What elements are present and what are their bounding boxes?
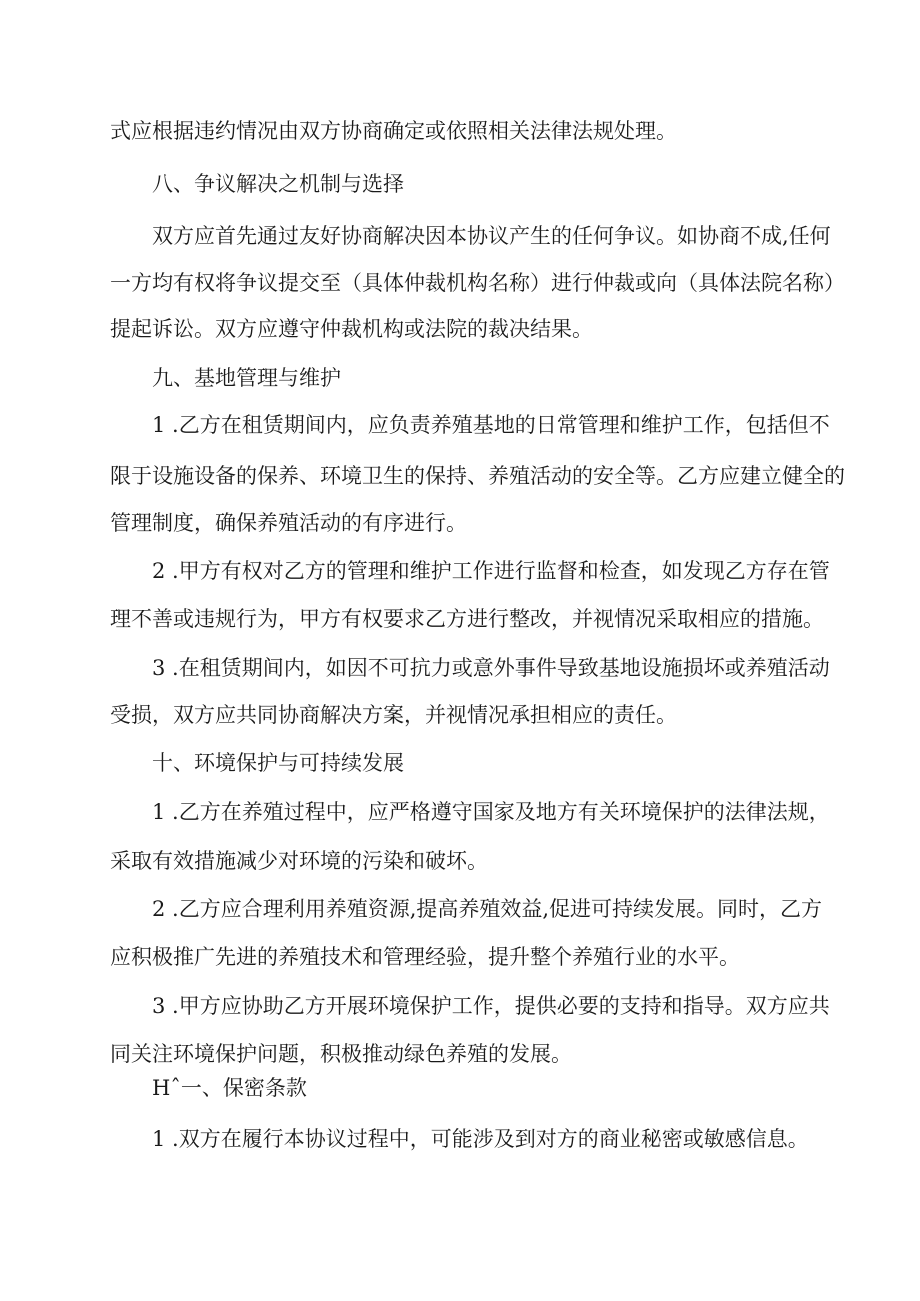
section-heading-11: Hˆ一、保密条款 xyxy=(152,1076,307,1100)
section-heading-10: 十、环境保护与可持续发展 xyxy=(152,751,404,775)
paragraph-line: 管理制度，确保养殖活动的有序进行。 xyxy=(110,511,467,535)
paragraph-line: 式应根据违约情况由双方协商确定或依照相关法律法规处理。 xyxy=(110,119,677,143)
paragraph-line: 受损，双方应共同协商解决方案，并视情况承担相应的责任。 xyxy=(110,703,677,727)
paragraph-line: 3 .在租赁期间内，如因不可抗力或意外事件导致基地设施损坏或养殖活动 xyxy=(152,656,830,680)
paragraph-line: 同关注环境保护问题，积极推动绿色养殖的发展。 xyxy=(110,1042,572,1066)
paragraph-line: 理不善或违规行为，甲方有权要求乙方进行整改，并视情况采取相应的措施。 xyxy=(110,607,824,631)
paragraph-line: 2 .乙方应合理利用养殖资源,提高养殖效益,促进可持续发展。同时，乙方 xyxy=(152,897,823,921)
paragraph-line: 一方均有权将争议提交至（具体仲裁机构名称）进行仲裁或向（具体法院名称） xyxy=(110,271,845,295)
paragraph-line: 提起诉讼。双方应遵守仲裁机构或法院的裁决结果。 xyxy=(110,317,593,341)
paragraph-line: 1 .乙方在租赁期间内，应负责养殖基地的日常管理和维护工作，包括但不 xyxy=(152,413,830,437)
paragraph-line: 3 .甲方应协助乙方开展环境保护工作，提供必要的支持和指导。双方应共 xyxy=(152,994,830,1018)
paragraph-line: 1 .乙方在养殖过程中，应严格遵守国家及地方有关环境保护的法律法规， xyxy=(152,800,830,824)
section-heading-8: 八、争议解决之机制与选择 xyxy=(152,172,404,196)
paragraph-line: 1 .双方在履行本协议过程中，可能涉及到对方的商业秘密或敏感信息。 xyxy=(152,1127,809,1151)
paragraph-line: 2 .甲方有权对乙方的管理和维护工作进行监督和检查，如发现乙方存在管 xyxy=(152,559,830,583)
paragraph-line: 限于设施设备的保养、环境卫生的保持、养殖活动的安全等。乙方应建立健全的 xyxy=(110,464,845,488)
paragraph-line: 双方应首先通过友好协商解决因本协议产生的任何争议。如协商不成,任何 xyxy=(152,224,831,248)
paragraph-line: 采取有效措施减少对环境的污染和破坏。 xyxy=(110,849,488,873)
paragraph-line: 应积极推广先进的养殖技术和管理经验，提升整个养殖行业的水平。 xyxy=(110,945,740,969)
section-heading-9: 九、基地管理与维护 xyxy=(152,366,341,390)
